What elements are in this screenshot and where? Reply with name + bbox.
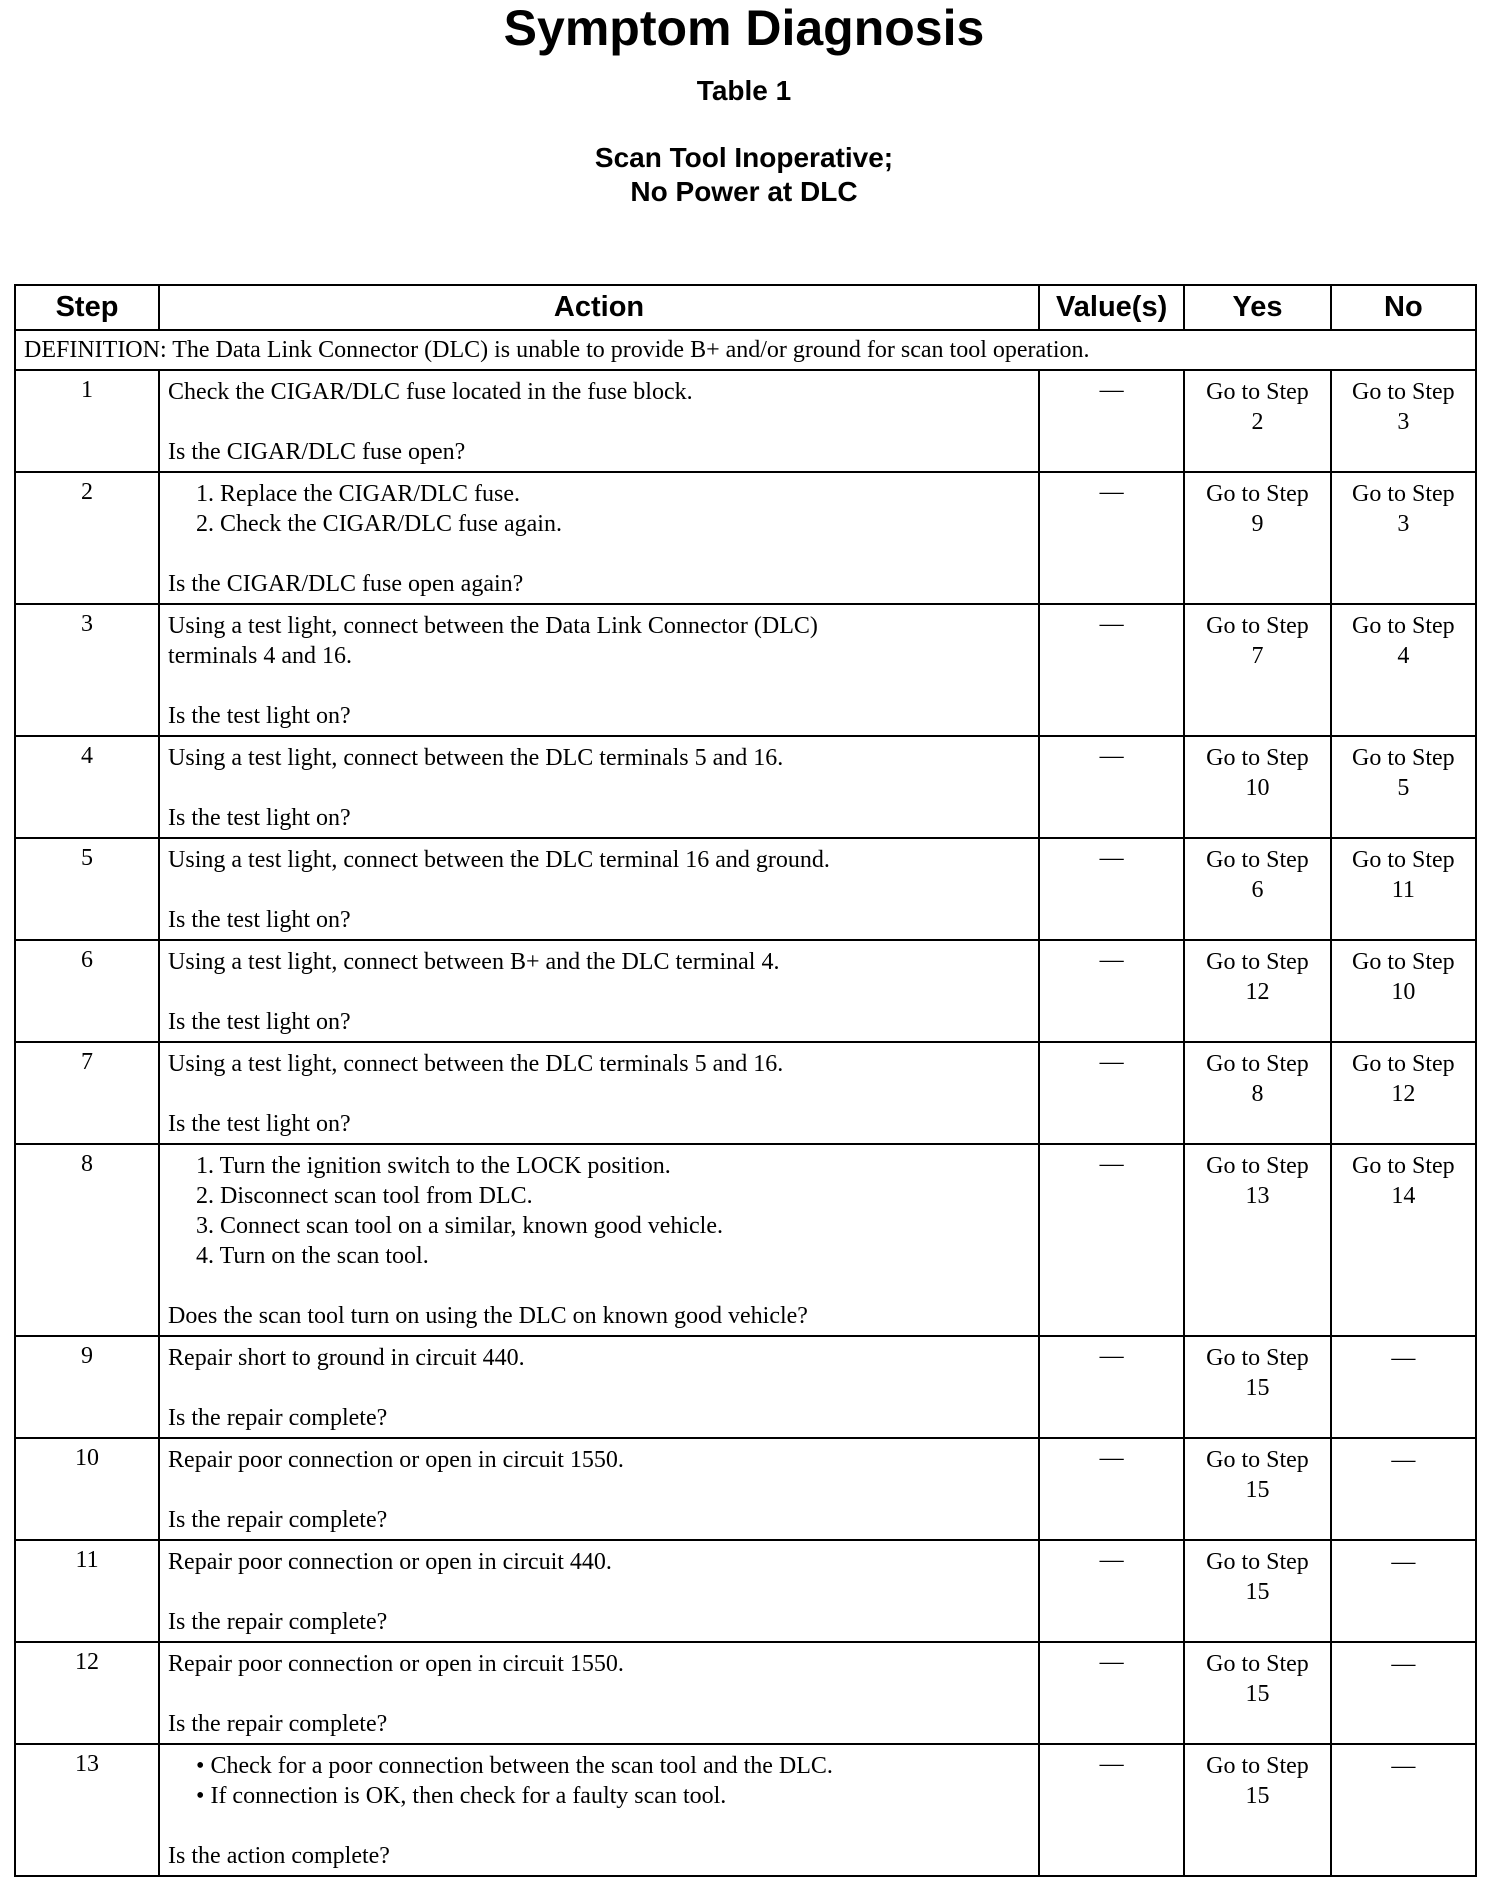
yes-line-1: Go to Step (1206, 379, 1309, 405)
yes-line-1: Go to Step (1206, 847, 1309, 873)
yes-line-1: Go to Step (1206, 1753, 1309, 1779)
yes-line-2: 13 (1245, 1183, 1270, 1209)
yes-line-1: Go to Step (1206, 1447, 1309, 1473)
no-cell (1331, 940, 1476, 1042)
header-step: Step (15, 285, 159, 330)
action-list (168, 1751, 1030, 1811)
action-question: Is the CIGAR/DLC fuse open? (168, 439, 466, 465)
yes-cell (1184, 736, 1330, 838)
action-list-item: 1. Turn the ignition switch to the LOCK position. (196, 1153, 671, 1179)
action-list-item: 1. Replace the CIGAR/DLC fuse. (196, 481, 520, 507)
no-cell (1331, 1642, 1476, 1744)
action-question: Is the repair complete? (168, 1405, 388, 1431)
no-cell (1331, 1144, 1476, 1336)
step-number: 8 (15, 1144, 159, 1336)
yes-cell (1184, 1042, 1330, 1144)
yes-line-2: 6 (1251, 877, 1264, 903)
yes-line-2: 15 (1245, 1579, 1270, 1605)
table-row (15, 1042, 1476, 1144)
no-cell (1331, 1540, 1476, 1642)
table-row (15, 736, 1476, 838)
yes-line-2: 15 (1245, 1681, 1270, 1707)
action-list-item: 3. Connect scan tool on a similar, known good vehicle. (196, 1213, 723, 1239)
value-cell: — (1039, 1540, 1184, 1642)
action-line: Repair short to ground in circuit 440. (168, 1345, 525, 1371)
yes-line-1: Go to Step (1206, 1051, 1309, 1077)
action-list (168, 479, 1030, 539)
action-question: Is the CIGAR/DLC fuse open again? (168, 571, 524, 597)
table-row (15, 1438, 1476, 1540)
yes-line-1: Go to Step (1206, 1345, 1309, 1371)
value-cell: — (1039, 1144, 1184, 1336)
no-line-2: 3 (1397, 409, 1410, 435)
value-cell: — (1039, 838, 1184, 940)
value-cell: — (1039, 472, 1184, 604)
no-line-1: — (1391, 1753, 1416, 1779)
action-question: Is the test light on? (168, 805, 351, 831)
action-question: Is the action complete? (168, 1843, 390, 1869)
no-line-1: Go to Step (1352, 1051, 1455, 1077)
yes-cell (1184, 838, 1330, 940)
yes-line-2: 15 (1245, 1783, 1270, 1809)
no-line-1: Go to Step (1352, 745, 1455, 771)
header-row (15, 285, 1476, 330)
yes-cell (1184, 1540, 1330, 1642)
table-row (15, 1540, 1476, 1642)
step-number: 6 (15, 940, 159, 1042)
yes-line-1: Go to Step (1206, 1549, 1309, 1575)
step-number: 3 (15, 604, 159, 736)
table-row (15, 1336, 1476, 1438)
value-cell: — (1039, 1744, 1184, 1876)
definition-text: DEFINITION: The Data Link Connector (DLC) is unable to provide B+ and/or ground for scan tool operation. (15, 330, 1476, 370)
header-no: No (1331, 285, 1476, 330)
no-line-1: — (1391, 1549, 1416, 1575)
no-line-1: Go to Step (1352, 1153, 1455, 1179)
step-number: 13 (15, 1744, 159, 1876)
step-number: 2 (15, 472, 159, 604)
step-number: 12 (15, 1642, 159, 1744)
value-cell: — (1039, 604, 1184, 736)
no-cell (1331, 838, 1476, 940)
table-row (15, 604, 1476, 736)
yes-line-1: Go to Step (1206, 1153, 1309, 1179)
action-line: Using a test light, connect between the DLC terminals 5 and 16. (168, 745, 784, 771)
action-list-item: • Check for a poor connection between the scan tool and the DLC. (196, 1753, 833, 1779)
value-cell: — (1039, 940, 1184, 1042)
action-list-item: 4. Turn on the scan tool. (196, 1243, 429, 1269)
action-cell (159, 472, 1039, 604)
table-heading-line-2: No Power at DLC (630, 176, 858, 207)
action-line: Repair poor connection or open in circuit 1550. (168, 1447, 624, 1473)
no-cell (1331, 1744, 1476, 1876)
yes-cell (1184, 1744, 1330, 1876)
yes-cell (1184, 472, 1330, 604)
no-line-2: 14 (1391, 1183, 1416, 1209)
action-line: Check the CIGAR/DLC fuse located in the fuse block. (168, 379, 693, 405)
action-line: Using a test light, connect between B+ and the DLC terminal 4. (168, 949, 780, 975)
page-title: Symptom Diagnosis (503, 0, 985, 56)
action-list (168, 1151, 1030, 1271)
yes-line-2: 15 (1245, 1477, 1270, 1503)
yes-line-2: 15 (1245, 1375, 1270, 1401)
no-line-2: 5 (1397, 775, 1410, 801)
action-line: Using a test light, connect between the Data Link Connector (DLC) (168, 613, 818, 639)
no-line-1: — (1391, 1345, 1416, 1371)
action-list-item: 2. Disconnect scan tool from DLC. (196, 1183, 533, 1209)
table-row (15, 370, 1476, 472)
yes-cell (1184, 1438, 1330, 1540)
action-line: Using a test light, connect between the DLC terminals 5 and 16. (168, 1051, 784, 1077)
value-cell: — (1039, 1438, 1184, 1540)
action-cell (159, 370, 1039, 472)
yes-line-2: 2 (1251, 409, 1264, 435)
value-cell: — (1039, 1042, 1184, 1144)
action-cell (159, 1540, 1039, 1642)
definition-row (15, 330, 1476, 370)
no-line-2: 10 (1391, 979, 1416, 1005)
yes-cell (1184, 1642, 1330, 1744)
yes-line-2: 7 (1251, 643, 1264, 669)
yes-cell (1184, 1144, 1330, 1336)
action-line: terminals 4 and 16. (168, 643, 353, 669)
action-question: Does the scan tool turn on using the DLC on known good vehicle? (168, 1303, 808, 1329)
step-number: 7 (15, 1042, 159, 1144)
yes-line-1: Go to Step (1206, 745, 1309, 771)
no-line-1: — (1391, 1651, 1416, 1677)
header-action: Action (159, 285, 1039, 330)
step-number: 5 (15, 838, 159, 940)
step-number: 9 (15, 1336, 159, 1438)
yes-line-1: Go to Step (1206, 481, 1309, 507)
value-cell: — (1039, 1642, 1184, 1744)
action-cell (159, 940, 1039, 1042)
table-row (15, 1144, 1476, 1336)
step-number: 1 (15, 370, 159, 472)
no-cell (1331, 1336, 1476, 1438)
action-question: Is the repair complete? (168, 1507, 388, 1533)
header-yes: Yes (1184, 285, 1330, 330)
step-number: 10 (15, 1438, 159, 1540)
table-row (15, 472, 1476, 604)
action-cell (159, 1438, 1039, 1540)
value-cell: — (1039, 1336, 1184, 1438)
yes-line-2: 12 (1245, 979, 1270, 1005)
no-cell (1331, 472, 1476, 604)
action-cell (159, 838, 1039, 940)
table-row (15, 940, 1476, 1042)
yes-line-1: Go to Step (1206, 613, 1309, 639)
table-heading (0, 141, 1488, 209)
yes-line-1: Go to Step (1206, 1651, 1309, 1677)
action-cell (159, 604, 1039, 736)
table-row (15, 838, 1476, 940)
yes-cell (1184, 604, 1330, 736)
yes-cell (1184, 940, 1330, 1042)
yes-line-2: 8 (1251, 1081, 1264, 1107)
yes-line-2: 9 (1251, 511, 1264, 537)
no-cell (1331, 1042, 1476, 1144)
action-list-item: • If connection is OK, then check for a faulty scan tool. (196, 1783, 727, 1809)
table-heading-line-1: Scan Tool Inoperative; (594, 142, 894, 173)
no-line-1: — (1391, 1447, 1416, 1473)
action-line: Repair poor connection or open in circuit 1550. (168, 1651, 624, 1677)
action-cell (159, 1144, 1039, 1336)
action-line: Repair poor connection or open in circuit 440. (168, 1549, 612, 1575)
action-cell (159, 1042, 1039, 1144)
yes-line-1: Go to Step (1206, 949, 1309, 975)
no-cell (1331, 736, 1476, 838)
yes-cell (1184, 1336, 1330, 1438)
step-number: 4 (15, 736, 159, 838)
no-line-2: 12 (1391, 1081, 1416, 1107)
action-question: Is the test light on? (168, 1111, 351, 1137)
header-values: Value(s) (1039, 285, 1184, 330)
no-line-1: Go to Step (1352, 379, 1455, 405)
yes-line-2: 10 (1245, 775, 1270, 801)
table-row (15, 1642, 1476, 1744)
action-cell (159, 736, 1039, 838)
no-line-1: Go to Step (1352, 481, 1455, 507)
action-cell (159, 1336, 1039, 1438)
no-line-2: 11 (1391, 877, 1415, 903)
value-cell: — (1039, 736, 1184, 838)
no-line-2: 4 (1397, 643, 1410, 669)
action-list-item: 2. Check the CIGAR/DLC fuse again. (196, 511, 562, 537)
action-line: Using a test light, connect between the DLC terminal 16 and ground. (168, 847, 830, 873)
no-cell (1331, 1438, 1476, 1540)
no-line-2: 3 (1397, 511, 1410, 537)
table-label: Table 1 (696, 75, 792, 106)
value-cell: — (1039, 370, 1184, 472)
action-cell (159, 1744, 1039, 1876)
action-question: Is the test light on? (168, 907, 351, 933)
action-question: Is the repair complete? (168, 1609, 388, 1635)
action-question: Is the test light on? (168, 703, 351, 729)
diagnosis-table (14, 284, 1477, 1877)
no-cell (1331, 370, 1476, 472)
no-line-1: Go to Step (1352, 847, 1455, 873)
yes-cell (1184, 370, 1330, 472)
action-question: Is the repair complete? (168, 1711, 388, 1737)
table-row (15, 1744, 1476, 1876)
no-line-1: Go to Step (1352, 613, 1455, 639)
step-number: 11 (15, 1540, 159, 1642)
action-question: Is the test light on? (168, 1009, 351, 1035)
action-cell (159, 1642, 1039, 1744)
no-line-1: Go to Step (1352, 949, 1455, 975)
no-cell (1331, 604, 1476, 736)
